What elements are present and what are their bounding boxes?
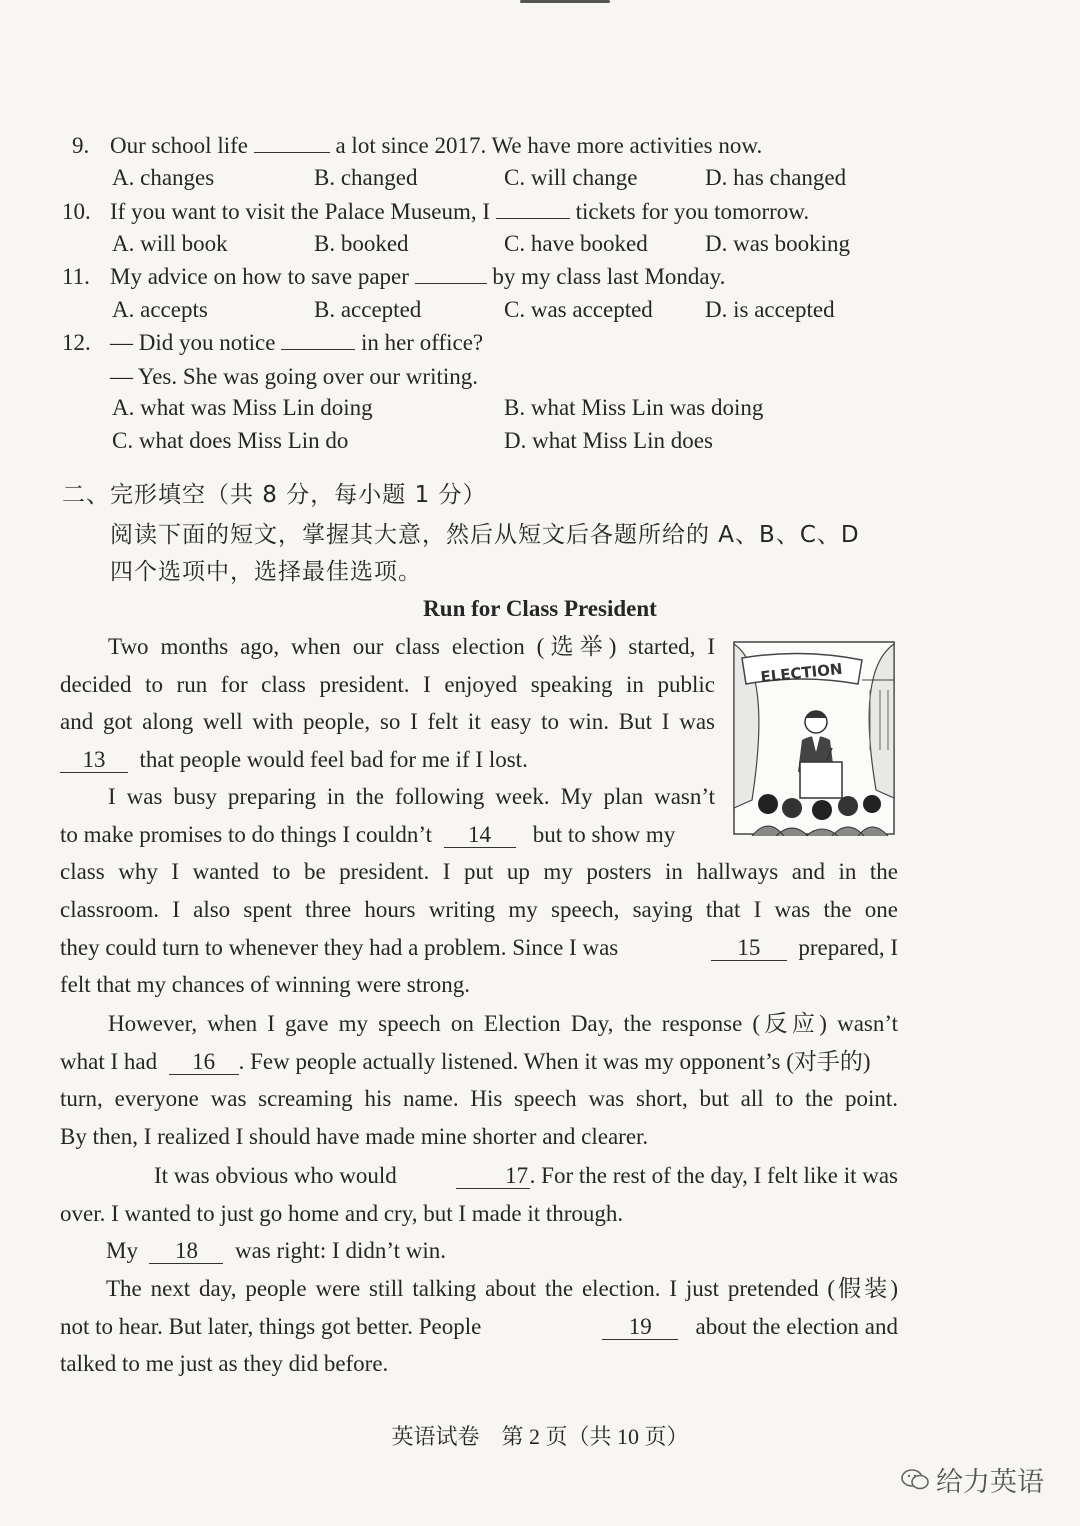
question-number: 11.: [62, 264, 90, 289]
blank-13: 13: [60, 748, 128, 773]
passage-paragraph: It was obvious who would 17. For the rest of the day, I felt like it was over. I wanted to just go home and cry, but I made it through.: [60, 1163, 898, 1226]
watermark: [900, 1460, 1044, 1499]
passage-paragraph: My 18 was right: I didn’t win.: [106, 1238, 446, 1263]
passage-paragraph: However, when I gave my speech on Election Day, the response (反应) wasn’t what I had 16 . Few people actually listened. When it was my opponent’s (对手的) turn, everyone was screaming his name. His speech was short, but all to the point. By then, I realized I should have made mine shorter and clearer.: [60, 1011, 898, 1150]
option-a: A. changes: [112, 165, 215, 190]
option-b: B. changed: [314, 165, 418, 190]
section-instructions: 阅读下面的短文，掌握其大意，然后从短文后各题所给的 A、B、C、D: [110, 522, 860, 548]
question-stem-line2: — Yes. She was going over our writing.: [110, 364, 478, 389]
option-a: A. what was Miss Lin doing: [112, 395, 373, 420]
question-number: 10.: [62, 199, 91, 224]
blank-18: 18: [149, 1239, 223, 1264]
question-stem: Our school life a lot since 2017. We have more activities now.: [110, 133, 763, 158]
question-number: 9.: [72, 133, 90, 158]
option-d: D. was booking: [705, 231, 851, 256]
blank-19: 19: [602, 1315, 678, 1340]
passage-paragraph: The next day, people were still talking about the election. I just pretended (假装) not to hear. But later, things got better. People 19 about the election and talked to me just as they did before.: [60, 1276, 898, 1377]
blank-15: 15: [711, 936, 787, 961]
banner-text: ELECTION: [759, 659, 844, 687]
page-footer: 英语试卷 第 2 页（共 10 页）: [391, 1424, 689, 1449]
option-a: A. accepts: [112, 297, 208, 322]
option-c: C. was accepted: [504, 297, 653, 322]
option-c: C. what does Miss Lin do: [112, 428, 349, 453]
chat-bubble-icon: [900, 1467, 930, 1493]
question-stem: My advice on how to save paper by my class last Monday.: [110, 264, 726, 289]
scan-mark: [520, 0, 610, 3]
option-b: B. booked: [314, 231, 409, 256]
section-instructions: 四个选项中，选择最佳选项。: [110, 559, 422, 585]
section-heading: 二、完形填空（共 8 分，每小题 1 分）: [62, 482, 487, 508]
blank-16: 16: [169, 1050, 239, 1075]
blank-17: 17: [456, 1164, 530, 1189]
option-a: A. will book: [112, 231, 228, 256]
option-d: D. is accepted: [705, 297, 835, 322]
passage-title: Run for Class President: [423, 596, 657, 621]
blank-14: 14: [444, 823, 516, 848]
option-d: D. has changed: [705, 165, 847, 190]
option-d: D. what Miss Lin does: [504, 428, 713, 453]
question-stem: — Did you notice in her office?: [110, 330, 484, 355]
option-b: B. accepted: [314, 297, 422, 322]
passage-paragraph: I was busy preparing in the following week. My plan wasn’t to make promises to do things I couldn’t 14 but to show my class why I wanted to be president. I put up my posters in hallways and in the classroom. I also spent three hours writing my speech, saying that I was the one they could turn to whenever they had a problem. Since I was 15 prepared, I felt that my chances of winning were strong.: [60, 784, 898, 998]
option-c: C. will change: [504, 165, 638, 190]
question-number: 12.: [62, 330, 91, 355]
option-c: C. have booked: [504, 231, 648, 256]
watermark-text: 给力英语: [936, 1467, 1044, 1498]
option-b: B. what Miss Lin was doing: [504, 395, 764, 420]
passage-paragraph: Two months ago, when our class election (选举) started, I decided to run for class president. I enjoyed speaking in public and got along well with people, so I felt it easy to win. But I was 13 that people would feel bad for me if I lost.: [60, 634, 715, 773]
question-stem: If you want to visit the Palace Museum, I tickets for you tomorrow.: [110, 199, 810, 224]
